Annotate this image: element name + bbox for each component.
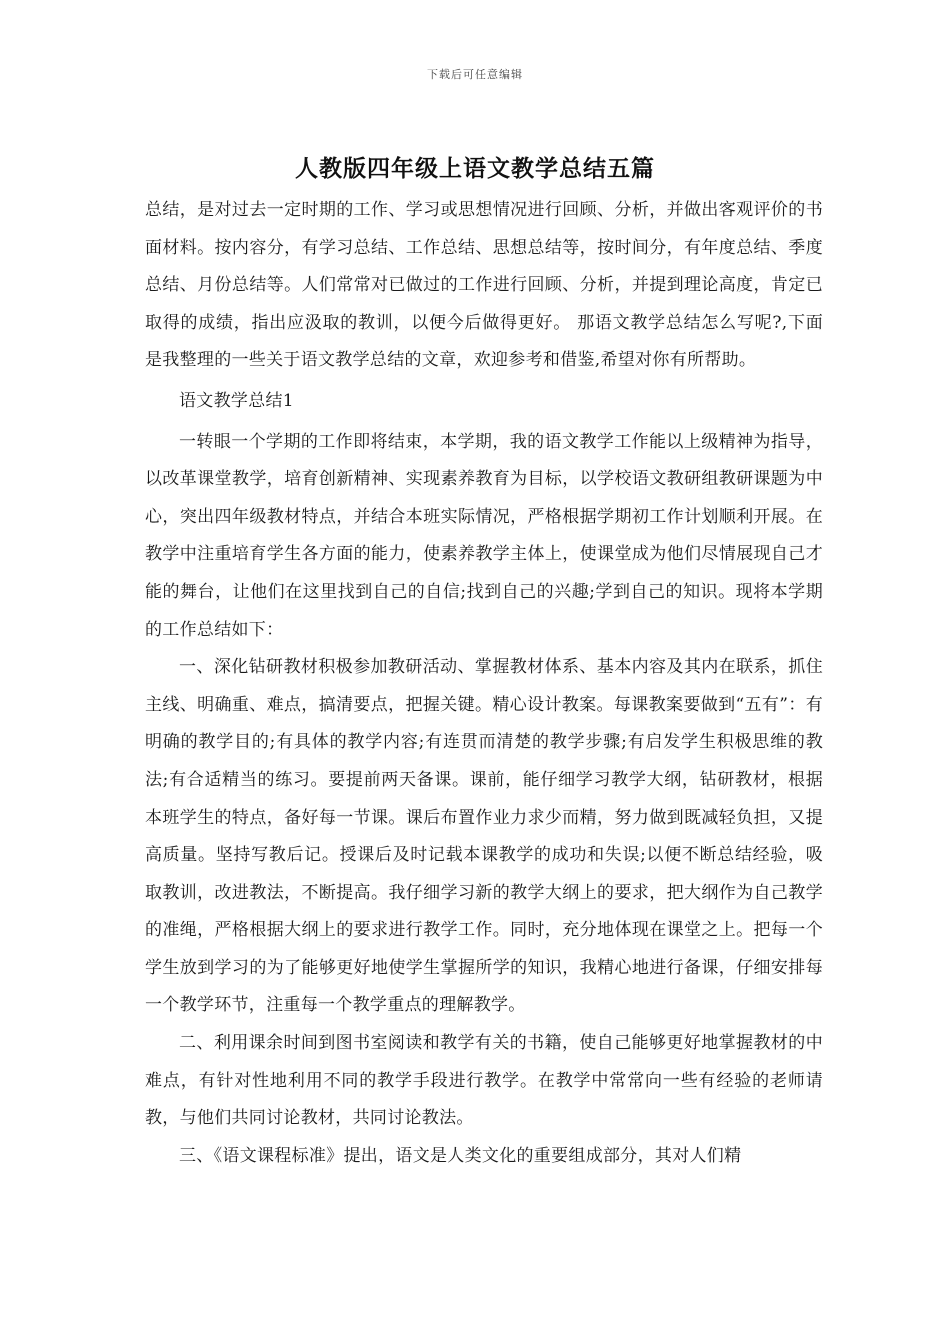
body-paragraph-4: 三、《语文课程标准》提出，语文是人类文化的重要组成部分，其对人们精 (179, 1145, 742, 1166)
document-title: 人教版四年级上语文教学总结五篇 (295, 155, 655, 182)
document-body (145, 192, 823, 1175)
body-paragraph-1: 一转眼一个学期的工作即将结束，本学期，我的语文教学工作能以上级精神为指导，以改革课堂教学，培育创新精神、实现素养教育为目标，以学校语文教研组教研课题为中心，突出四年级教材特点，并结合本班实际情况，严格根据学期初工作计划顺利开展。在教学中注重培育学生各方面的能力，使素养教学主体上，使课堂成为他们尽情展现自己才能的舞台，让他们在这里找到自己的自信;找到自己的兴趣;学到自己的知识。现将本学期的工作总结如下： (145, 431, 823, 640)
header-note: 下载后可任意编辑 (427, 68, 523, 81)
body-paragraph-3: 二、利用课余时间到图书室阅读和教学有关的书籍，使自己能够更好地掌握教材的中难点，有针对性地利用不同的教学手段进行教学。在教学中常常向一些有经验的老师请教，与他们共同讨论教材，共同讨论教法。 (145, 1033, 823, 1129)
section-heading: 语文教学总结1 (179, 390, 294, 411)
body-paragraph-2: 一、深化钻研教材积极参加教研活动、掌握教材体系、基本内容及其内在联系，抓住主线、明确重、难点，搞清要点，把握关键。精心设计教案。每课教案要做到“五有”：有明确的教学目的;有具体的教学内容;有连贯而清楚的教学步骤;有启发学生积极思维的教法;有合适精当的练习。要提前两天备课。课前，能仔细学习教学大纲，钻研教材，根据本班学生的特点，备好每一节课。课后布置作业力求少而精，努力做到既减轻负担，又提高质量。坚持写教后记。授课后及时记载本课教学的成功和失误;以便不断总结经验，吸取教训，改进教法，不断提高。我仔细学习新的教学大纲上的要求，把大纲作为自己教学的准绳，严格根据大纲上的要求进行教学工作。同时，充分地体现在课堂之上。把每一个学生放到学习的为了能够更好地使学生掌握所学的知识，我精心地进行备课，仔细安排每一个教学环节，注重每一个教学重点的理解教学。 (145, 657, 823, 1016)
intro-paragraph: 总结，是对过去一定时期的工作、学习或思想情况进行回顾、分析，并做出客观评价的书面材料。按内容分，有学习总结、工作总结、思想总结等，按时间分，有年度总结、季度总结、月份总结等。人们常常对已做过的工作进行回顾、分析，并提到理论高度，肯定已取得的成绩，指出应汲取的教训，以便今后做得更好。 那语文教学总结怎么写呢?,下面是我整理的一些关于语文教学总结的文章，欢迎参考和借鉴,希望对你有所帮助。 (145, 200, 823, 371)
